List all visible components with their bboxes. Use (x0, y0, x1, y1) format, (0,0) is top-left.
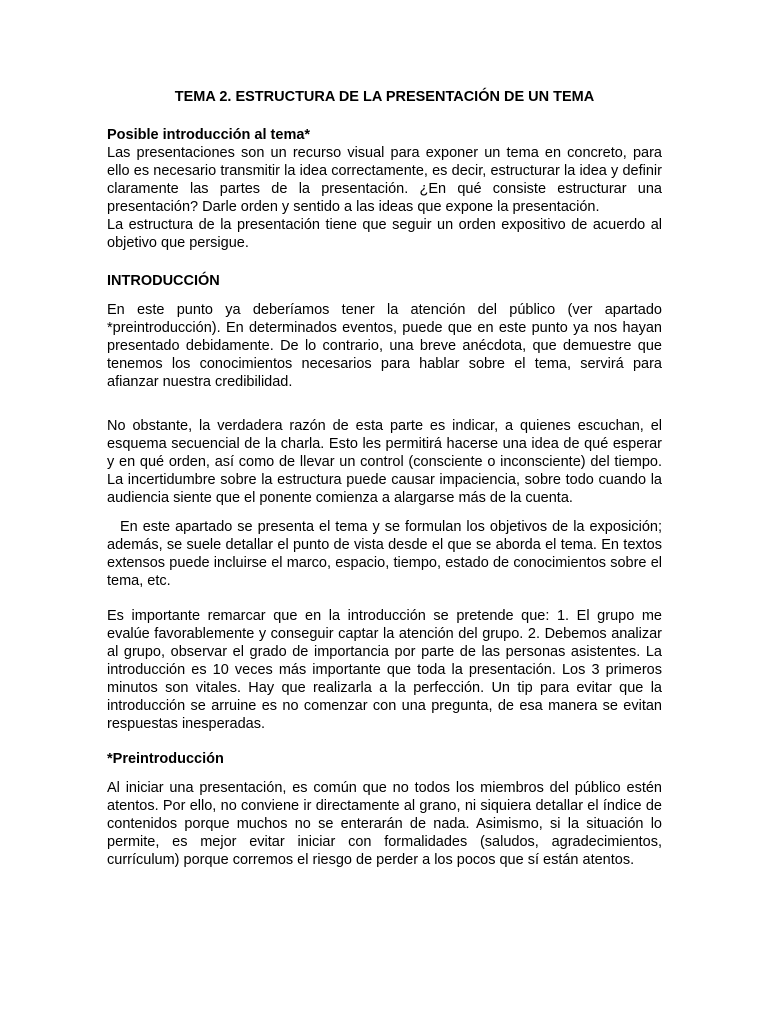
introduccion-paragraph-2: No obstante, la verdadera razón de esta parte es indicar, a quienes escuchan, el esquema secuencial de la charla. Esto les permitirá hacerse una idea de qué esperar y en qué orden, así como de llevar un control (consciente o inconsciente) del tiempo. La incertidumbre sobre la estructura puede causar impaciencia, sobre todo cuando la audiencia siente que el ponente comienza a alargarse más de la cuenta. (107, 418, 662, 506)
introduccion-paragraph-1: En este punto ya deberíamos tener la atención del público (ver apartado *preintroducción). En determinados eventos, puede que en este punto ya nos hayan presentado debidamente. De lo contrario, una breve anécdota, que demuestre que tenemos los conocimientos necesarios para hablar sobre el tema, servirá para afianzar nuestra credibilidad. (107, 302, 662, 390)
document-title: TEMA 2. ESTRUCTURA DE LA PRESENTACIÓN DE UN TEMA (174, 89, 595, 105)
introduccion-paragraph-3: En este apartado se presenta el tema y se formulan los objetivos de la exposición; además, se suele detallar el punto de vista desde el que se aborda el tema. En textos extensos puede incluirse el marco, espacio, tiempo, estado de conocimientos sobre el tema, etc. (107, 519, 662, 589)
introduccion-paragraph-4: Es importante remarcar que en la introducción se pretende que: 1. El grupo me evalúe favorablemente y conseguir captar la atención del grupo. 2. Debemos analizar al grupo, observar el grado de importancia por parte de las personas asistentes. La introducción es 10 veces más importante que toda la presentación. Los 3 primeros minutos son vitales. Hay que realizarla a la perfección. Un tip para evitar que la introducción se arruine es no comenzar con una pregunta, de esa manera se evitan respuestas inesperadas. (107, 608, 662, 732)
intro-topic-paragraph-2: La estructura de la presentación tiene que seguir un orden expositivo de acuerdo al objetivo que persigue. (107, 217, 662, 251)
preintroduccion-heading: *Preintroducción (107, 751, 224, 767)
preintroduccion-paragraph-1: Al iniciar una presentación, es común que no todos los miembros del público estén atentos. Por ello, no conviene ir directamente al grano, ni siquiera detallar el índice de contenidos porque muchos no se enterarán de nada. Asimismo, si la situación lo permite, es mejor evitar iniciar con formalidades (saludos, agradecimientos, currículum) porque corremos el riesgo de perder a los pocos que sí están atentos. (107, 780, 662, 868)
intro-topic-heading: Posible introducción al tema* (107, 127, 311, 143)
intro-topic-paragraph-1: Las presentaciones son un recurso visual para exponer un tema en concreto, para ello es necesario transmitir la idea correctamente, es decir, estructurar la idea y definir claramente las partes de la presentación. ¿En qué consiste estructurar una presentación? Darle orden y sentido a las ideas que expone la presentación. (107, 145, 662, 215)
document-page (107, 88, 662, 869)
introduccion-heading: INTRODUCCIÓN (107, 273, 220, 289)
